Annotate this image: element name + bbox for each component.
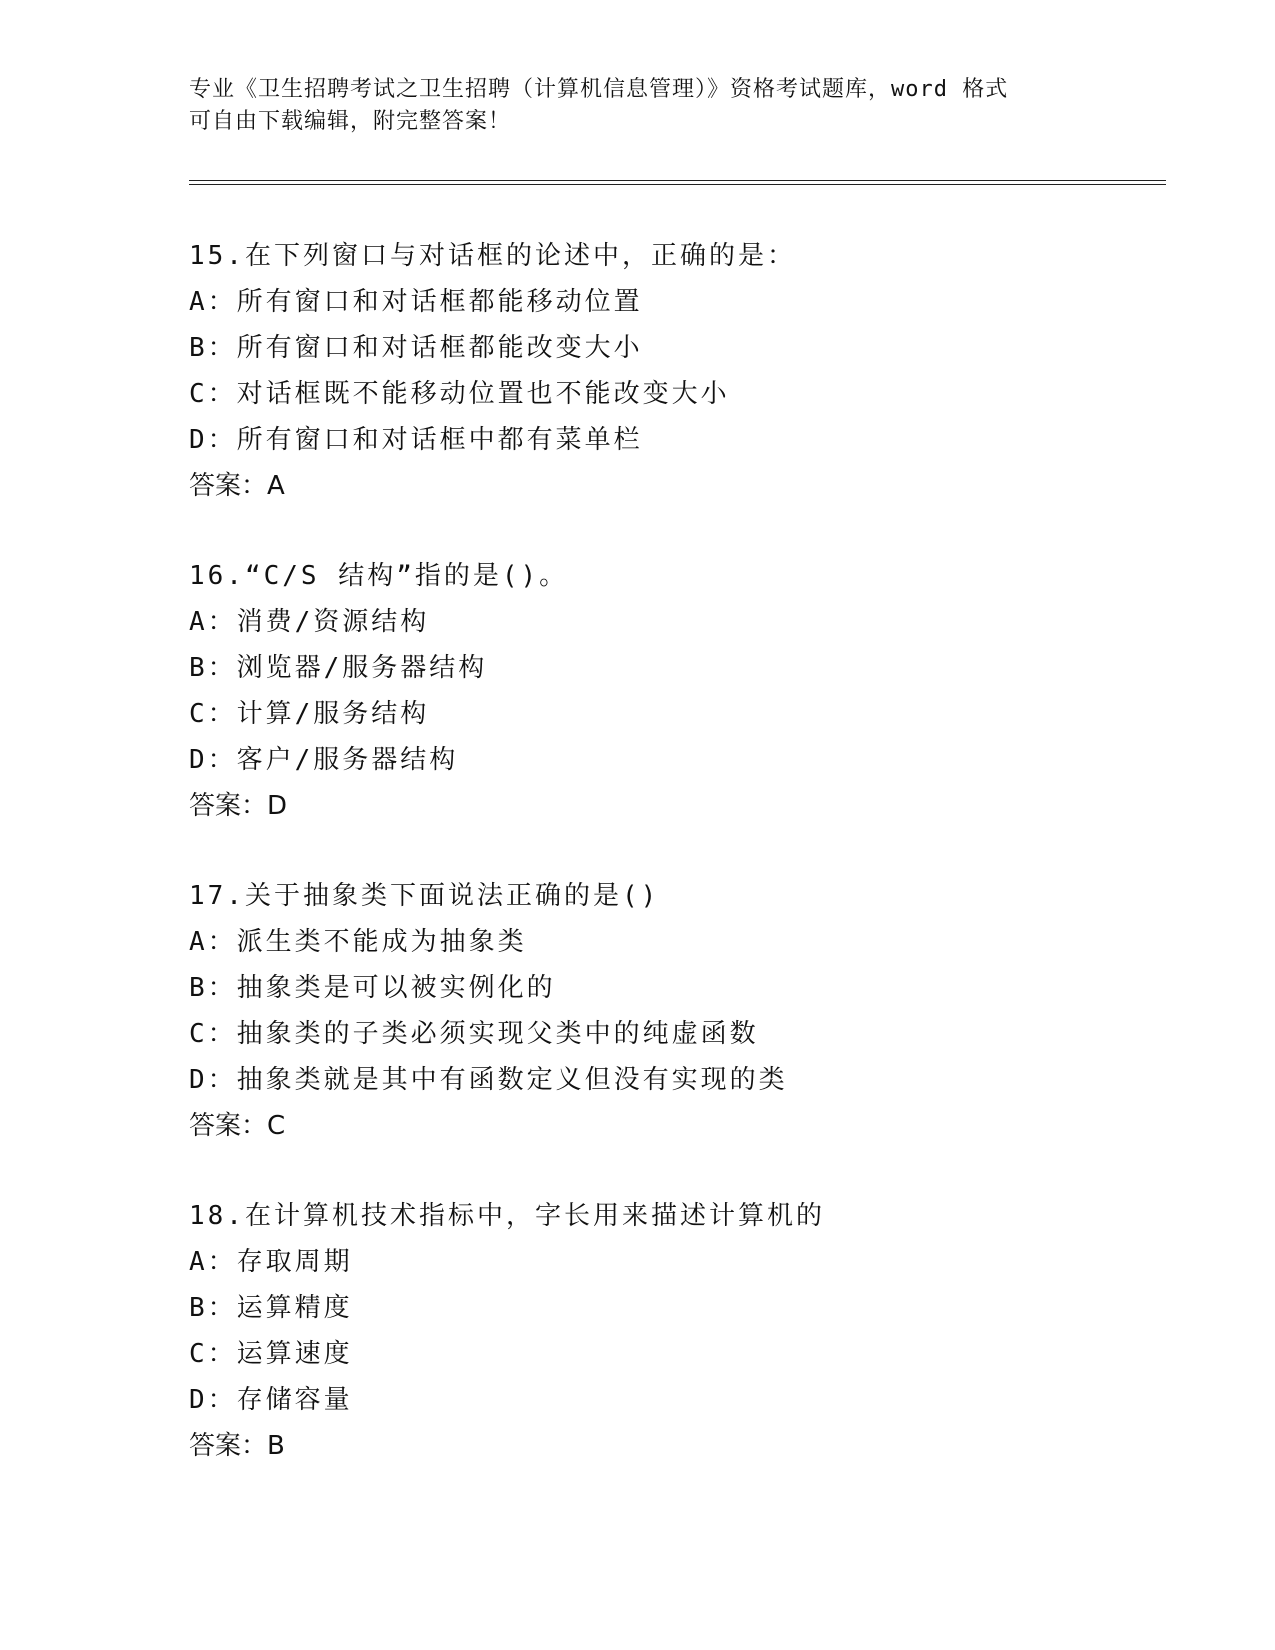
question-list (189, 233, 1189, 1513)
question-16 (189, 553, 1189, 829)
option-c: C：抽象类的子类必须实现父类中的纯虚函数 (189, 1019, 759, 1049)
header-line-1: 专业《卫生招聘考试之卫生招聘（计算机信息管理）》资格考试题库，word 格式 (189, 77, 1009, 102)
option-b: B：所有窗口和对话框都能改变大小 (189, 333, 643, 363)
question-text: 18.在计算机技术指标中，字长用来描述计算机的 (189, 1201, 825, 1231)
document-header (189, 74, 1089, 138)
option-c: C：运算速度 (189, 1339, 353, 1369)
question-text: 15.在下列窗口与对话框的论述中，正确的是： (189, 241, 796, 271)
option-b: B：浏览器/服务器结构 (189, 653, 488, 683)
answer-line: 答案：D (189, 791, 288, 821)
answer-line: 答案：B (189, 1431, 285, 1461)
option-d: D：存储容量 (189, 1385, 353, 1415)
header-double-rule (189, 180, 1166, 185)
answer-line: 答案：A (189, 471, 285, 501)
option-d: D：所有窗口和对话框中都有菜单栏 (189, 425, 643, 455)
question-17 (189, 873, 1189, 1149)
option-a: A：派生类不能成为抽象类 (189, 927, 527, 957)
option-a: A：消费/资源结构 (189, 607, 430, 637)
option-b: B：运算精度 (189, 1293, 353, 1323)
header-line-2: 可自由下载编辑，附完整答案！ (189, 109, 512, 134)
question-18 (189, 1193, 1189, 1469)
question-15 (189, 233, 1189, 509)
option-d: D：客户/服务器结构 (189, 745, 459, 775)
option-c: C：对话框既不能移动位置也不能改变大小 (189, 379, 730, 409)
answer-line: 答案：C (189, 1111, 286, 1141)
option-a: A：所有窗口和对话框都能移动位置 (189, 287, 643, 317)
question-text: 17.关于抽象类下面说法正确的是() (189, 881, 660, 911)
option-b: B：抽象类是可以被实例化的 (189, 973, 556, 1003)
question-text: 16.“C/S 结构”指的是()。 (189, 561, 569, 591)
option-a: A：存取周期 (189, 1247, 353, 1277)
option-d: D：抽象类就是其中有函数定义但没有实现的类 (189, 1065, 788, 1095)
option-c: C：计算/服务结构 (189, 699, 430, 729)
